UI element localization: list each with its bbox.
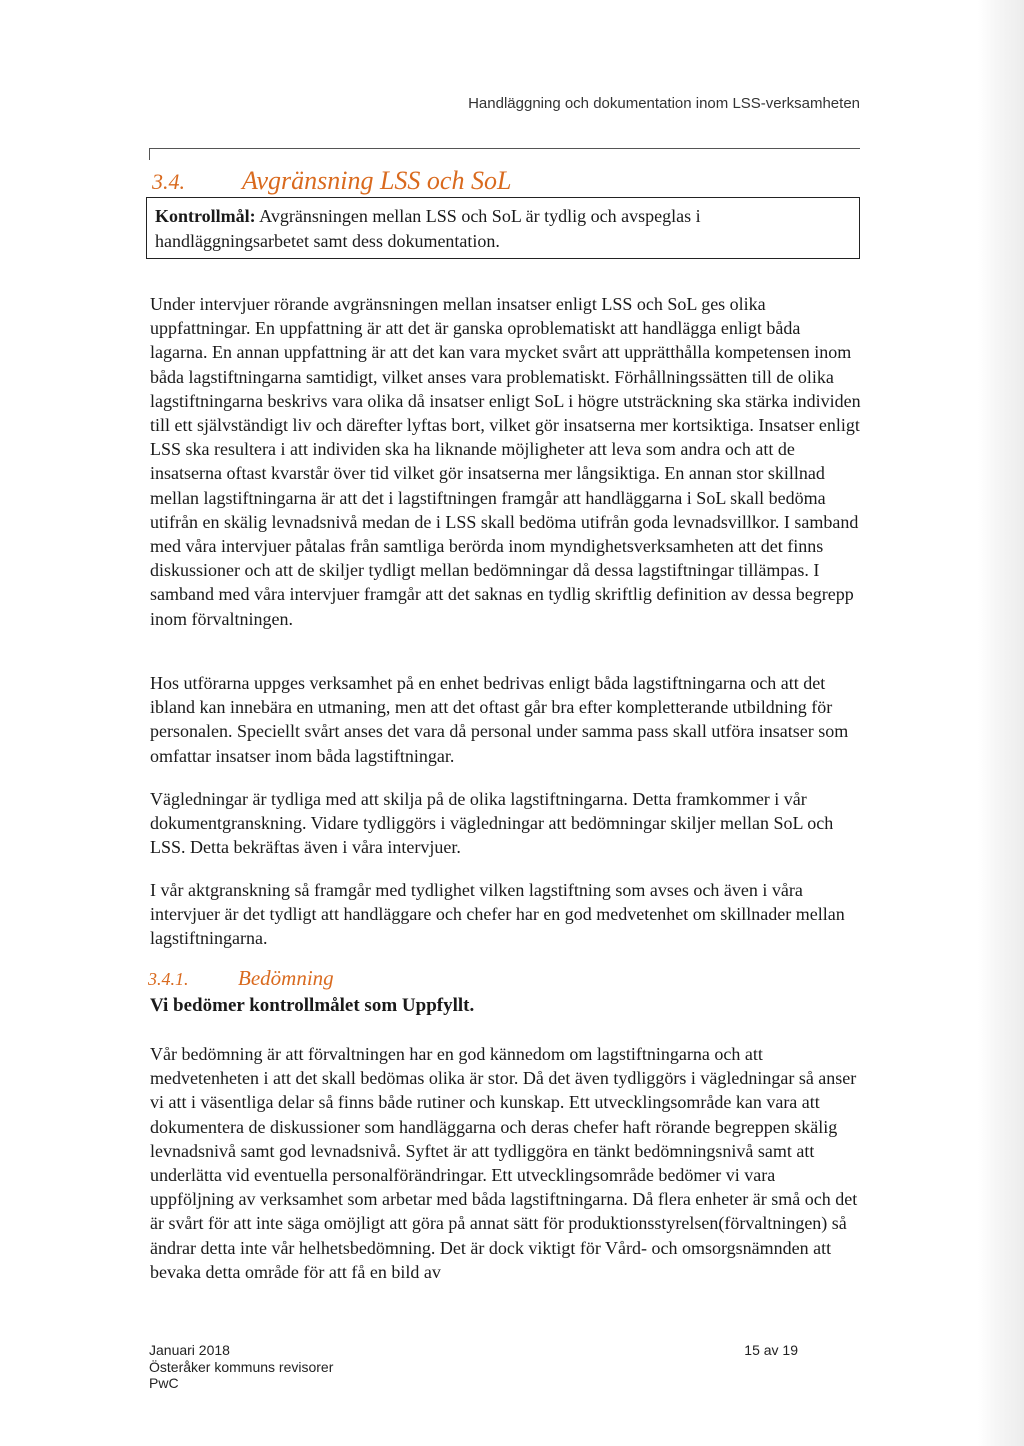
paragraph-guidelines: Vägledningar är tydliga med att skilja på de olika lagstiftningarna. Detta framkommer i vår dokumentgranskning. Vidare tydliggörs i vägledningar att bedömningar skiljer mellan SoL och LSS. Detta bekräftas även i våra intervjuer. <box>150 789 834 858</box>
control-goal-label: Kontrollmål: <box>155 206 256 226</box>
section-number: 3.4. <box>152 169 185 194</box>
paragraph-interviews: Under intervjuer rörande avgränsningen mellan insatser enligt LSS och SoL ges olika uppfattningar. En uppfattning är att det är ganska oproblematiskt att handlägga enligt båda lagarna. En annan uppfattning är att det kan vara mycket svårt att upprätthålla kompetensen inom båda lagstiftningarna samtidigt, vilket anses vara problematiskt. Förhållningssätten till de olika lagstiftningarna beskrivs vara olika då insatser enligt SoL i högre utsträckning ska stärka individen till ett självständigt liv och därefter lyftas bort, vilket gör insatserna mer kortsiktiga. Insatser enligt LSS ska resultera i att individen ska ha liknande möjligheter att leva som andra och att de insatserna oftast kvarstår över tid vilket gör insatserna mer långsiktiga. En annan stor skillnad mellan lagstiftningarna är att det i lagstiftningen framgår att handläggarna i SoL skall bedöma utifrån en skälig levnadsnivå medan de i LSS skall bedöma utifrån goda levnadsvillkor. I samband med våra intervjuer påtalas från samtliga berörda inom myndighetsverksamheten att det finns diskussioner och att de skiljer tydligt mellan bedömningar då dessa lagstiftningar tillämpas. I samband med våra intervjuer framgår att det saknas en tydlig skriftlig definition av dessa begrepp inom förvaltningen. <box>150 294 861 629</box>
footer-firm: PwC <box>149 1375 179 1391</box>
footer-info <box>149 1342 333 1392</box>
section-top-rule <box>149 148 860 149</box>
subsection-title: Bedömning <box>238 966 334 990</box>
scan-edge-shadow <box>978 0 1024 1446</box>
footer-date: Januari 2018 <box>149 1342 230 1358</box>
control-goal-text: Avgränsningen mellan LSS och SoL är tydlig och avspeglas i handläggningsarbetet samt dess dokumentation. <box>155 206 701 251</box>
running-header: Handläggning och dokumentation inom LSS-verksamheten <box>468 95 860 112</box>
paragraph-performers: Hos utförarna uppges verksamhet på en enhet bedrivas enligt båda lagstiftningarna och att det ibland kan innebära en utmaning, men att det oftast går bra efter kompletterande utbildning för personalen. Speciellt svårt anses det vara då personal under samma pass skall utföra insatser som omfattar insatser inom båda lagstiftningar. <box>150 673 849 766</box>
section-title: Avgränsning LSS och SoL <box>242 166 512 195</box>
page-number: 15 av 19 <box>744 1342 798 1358</box>
paragraph-case-review: I vår aktgranskning så framgår med tydlighet vilken lagstiftning som avses och även i våra intervjuer är det tydligt att handläggare och chefer har en god medvetenhet om skillnader mellan lagstiftningarna. <box>150 880 845 949</box>
subsection-heading <box>148 966 334 991</box>
paragraph-assessment: Vår bedömning är att förvaltningen har en god kännedom om lagstiftningarna och att medvetenheten i att det skall bedömas olika är stor. Då det även tydliggörs i vägledningar så anser vi att i väsentliga delar så finns både rutiner och kunskap. Ett utvecklingsområde kan vara att dokumentera de diskussioner som handläggarna och deras chefer haft rörande begreppen skälig levnadsnivå samt god levnadsnivå. Syftet är att tydliggöra en tänkt bedömningsnivå samt att underlätta vid eventuella personalförändringar. Ett utvecklingsområde bedömer vi vara uppföljning av verksamhet som arbetar med båda lagstiftningarna. Då flera enheter är små och det är svårt för att inte säga omöjligt att göra på annat sätt för produktionsstyrelsen(förvaltningen) så ändrar detta inte vår helhetsbedömning. Det är dock viktigt för Vård- och omsorgsnämnden att bevaka detta område för att få en bild av <box>150 1044 858 1282</box>
section-heading <box>152 166 511 196</box>
assessment-verdict: Vi bedömer kontrollmålet som Uppfyllt. <box>150 995 475 1016</box>
section-rule-tick <box>149 148 150 160</box>
subsection-number: 3.4.1. <box>148 969 189 989</box>
footer-organization: Österåker kommuns revisorer <box>149 1358 334 1375</box>
control-goal-box <box>146 197 860 259</box>
